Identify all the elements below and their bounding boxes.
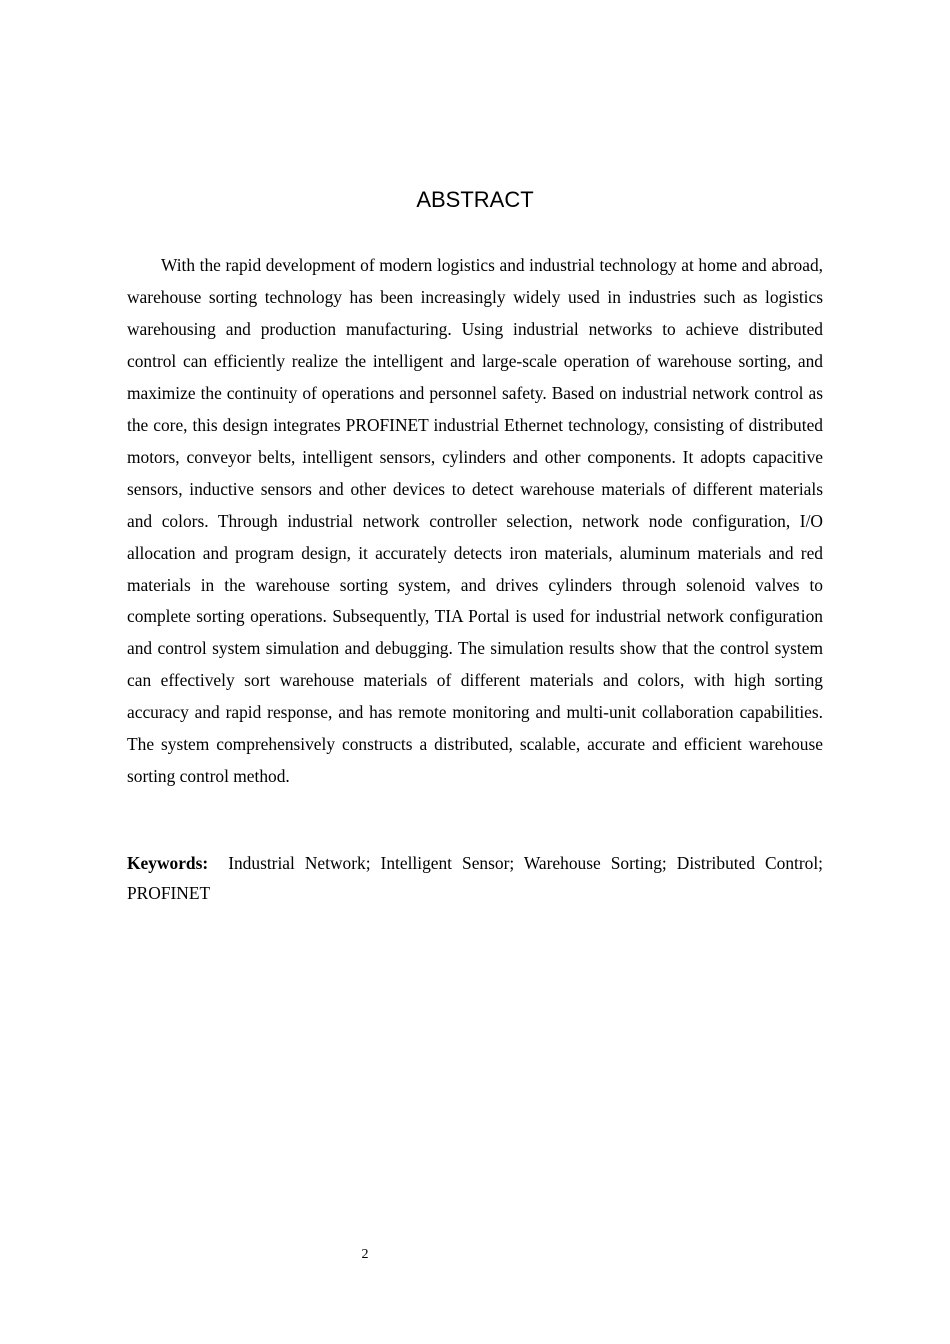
keywords-paragraph (127, 848, 823, 908)
abstract-title: ABSTRACT (416, 187, 534, 212)
keywords-label: Keywords: (127, 853, 209, 873)
keywords-list: Industrial Network; Intelligent Sensor; Warehouse Sorting; Distributed Control; PROFINET (127, 853, 824, 903)
page-number: 2 (361, 1247, 369, 1262)
abstract-body: With the rapid development of modern logistics and industrial technology at home and abroad, warehouse sorting technology has been increasingly widely used in industries such as logistics warehousing and production manufacturing. Using industrial networks to achieve distributed control can efficiently realize the intelligent and large-scale operation of warehouse sorting, and maximize the continuity of operations and personnel safety. Based on industrial network control as the core, this design integrates PROFINET industrial Ethernet technology, consisting of distributed motors, conveyor belts, intelligent sensors, cylinders and other components. It adopts capacitive sensors, inductive sensors and other devices to detect warehouse materials of different materials and colors. Through industrial network controller selection, network node configuration, I/O allocation and program design, it accurately detects iron materials, aluminum materials and red materials in the warehouse sorting system, and drives cylinders through solenoid valves to complete sorting operations. Subsequently, TIA Portal is used for industrial network configuration and control system simulation and debugging. The simulation results show that the control system can effectively sort warehouse materials of different materials and colors, with high sorting accuracy and rapid response, and has remote monitoring and multi-unit collaboration capabilities. The system comprehensively constructs a distributed, scalable, accurate and efficient warehouse sorting control method. (127, 255, 823, 787)
